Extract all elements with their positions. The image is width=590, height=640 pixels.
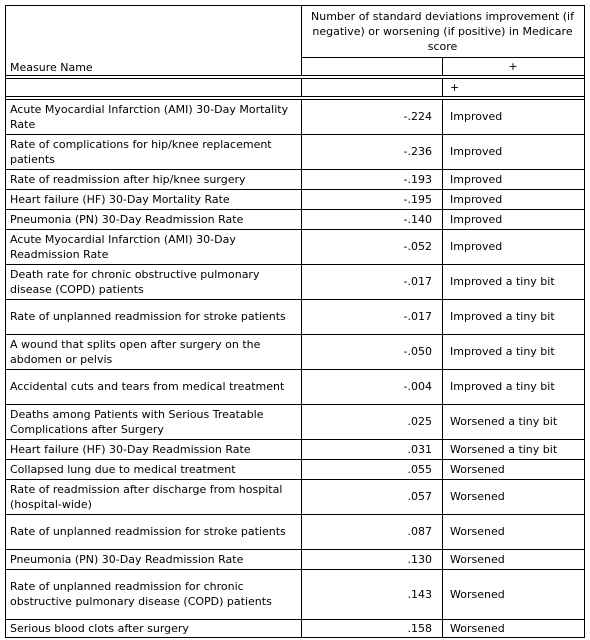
value-cell-text: -.224 [403, 110, 432, 123]
measure-name-cell [5, 169, 301, 189]
label-cell-text: Worsened [450, 525, 505, 538]
label-cell [442, 369, 584, 404]
separator-line [5, 96, 584, 97]
label-cell-text: Worsened [450, 490, 505, 503]
measure-name-cell-text: Pneumonia (PN) 30-Day Readmission Rate [10, 552, 244, 566]
measure-name-cell [5, 619, 301, 637]
label-cell [442, 514, 584, 549]
label-cell [442, 264, 584, 299]
label-cell-text: Worsened [450, 587, 505, 601]
row-divider [5, 479, 584, 480]
label-cell [442, 439, 584, 459]
label-cell [442, 334, 584, 369]
measure-name-cell [5, 549, 301, 569]
table-border [584, 5, 585, 638]
header-divider [442, 57, 443, 75]
value-cell [301, 334, 442, 369]
measure-name-cell-text: Accidental cuts and tears from medical treatment [10, 380, 285, 393]
value-cell [301, 169, 442, 189]
measure-name-cell-text: Pneumonia (PN) 30-Day Readmission Rate [10, 212, 244, 226]
value-cell-text: .130 [407, 552, 432, 566]
label-cell-text: Worsened [450, 621, 505, 635]
value-cell-text: -.236 [403, 145, 432, 158]
group-header-text: Number of standard deviations improvement (if negative) or worsening (if positive) in Medicare score [311, 9, 574, 53]
separator-line [5, 78, 584, 79]
row-divider [5, 459, 584, 460]
measure-name-cell-text: Rate of readmission after hip/knee surgery [10, 172, 246, 186]
measure-name-cell [5, 404, 301, 439]
value-cell [301, 99, 442, 134]
measure-name-cell [5, 264, 301, 299]
value-cell [301, 369, 442, 404]
measure-name-cell-text: Collapsed lung due to medical treatment [10, 462, 236, 476]
row-divider [5, 619, 584, 620]
value-cell [301, 209, 442, 229]
blank-row-mark [442, 78, 584, 96]
measure-name-cell [5, 334, 301, 369]
measure-name-cell-text: Acute Myocardial Infarction (AMI) 30-Day Mortality Rate [10, 102, 289, 131]
row-divider [5, 514, 584, 515]
label-cell-text: Improved a tiny bit [450, 380, 555, 393]
label-cell-text: Improved [450, 240, 503, 253]
value-cell [301, 459, 442, 479]
value-cell-text: .057 [407, 490, 432, 503]
label-cell-text: Worsened [450, 462, 505, 476]
value-cell-text: -.050 [403, 345, 432, 358]
label-cell-text: Improved [450, 212, 503, 226]
value-cell [301, 134, 442, 169]
row-divider [5, 264, 584, 265]
measure-name-cell-text: Deaths among Patients with Serious Treatable Complications after Surgery [10, 407, 264, 436]
label-cell [442, 299, 584, 334]
label-cell-text: Improved a tiny bit [450, 310, 555, 323]
value-cell [301, 229, 442, 264]
separator-line [442, 78, 443, 96]
label-cell-text: Improved a tiny bit [450, 345, 555, 358]
measure-name-cell [5, 479, 301, 514]
label-cell [442, 209, 584, 229]
label-cell-text: Worsened [450, 552, 505, 566]
measure-name-cell-text: Rate of complications for hip/knee replacement patients [10, 137, 272, 166]
measure-name-cell [5, 514, 301, 549]
measure-name-cell [5, 569, 301, 619]
label-cell [442, 459, 584, 479]
measure-name-cell-text: Heart failure (HF) 30-Day Readmission Rate [10, 442, 251, 456]
header-divider [301, 5, 302, 75]
label-cell-text: Improved a tiny bit [450, 275, 555, 288]
value-cell [301, 299, 442, 334]
measure-name-cell-text: Death rate for chronic obstructive pulmonary disease (COPD) patients [10, 267, 260, 296]
row-divider [5, 189, 584, 190]
label-cell [442, 619, 584, 637]
label-cell [442, 189, 584, 209]
measure-name-cell [5, 299, 301, 334]
row-divider [5, 229, 584, 230]
label-cell [442, 569, 584, 619]
label-cell [442, 479, 584, 514]
value-cell-text: .087 [407, 525, 432, 538]
measure-name-cell [5, 229, 301, 264]
value-cell-text: .158 [407, 621, 432, 635]
value-cell-text: -.140 [403, 212, 432, 226]
measure-name-cell [5, 459, 301, 479]
column-divider [301, 99, 302, 637]
value-cell [301, 569, 442, 619]
blank-row-mark-text: + [450, 80, 460, 94]
value-cell-text: .031 [407, 442, 432, 456]
table-border [5, 637, 585, 638]
value-cell-text: .055 [407, 462, 432, 476]
value-cell-text: .143 [407, 587, 432, 601]
row-divider [5, 134, 584, 135]
label-cell [442, 549, 584, 569]
label-cell [442, 134, 584, 169]
value-cell [301, 549, 442, 569]
value-cell-text: -.193 [403, 172, 432, 186]
value-cell [301, 189, 442, 209]
value-cell-text: .025 [407, 415, 432, 428]
measure-name-cell [5, 209, 301, 229]
measure-name-cell-text: Acute Myocardial Infarction (AMI) 30-Day Readmission Rate [10, 232, 236, 261]
label-cell [442, 169, 584, 189]
data-table [5, 5, 584, 637]
label-cell-text: Improved [450, 172, 503, 186]
label-cell [442, 99, 584, 134]
value-cell [301, 404, 442, 439]
value-cell [301, 619, 442, 637]
measure-name-cell-text: Rate of readmission after discharge from hospital (hospital-wide) [10, 482, 283, 511]
row-divider [5, 549, 584, 550]
label-cell-text: Improved [450, 192, 503, 206]
measure-name-cell [5, 134, 301, 169]
row-divider [5, 369, 584, 370]
group-header [301, 5, 584, 57]
label-cell-text: Improved [450, 110, 503, 123]
value-cell-text: -.004 [403, 380, 432, 393]
label-cell [442, 229, 584, 264]
row-divider [5, 334, 584, 335]
label-cell-text: Worsened a tiny bit [450, 442, 558, 456]
value-cell [301, 479, 442, 514]
row-divider [5, 569, 584, 570]
value-cell-text: -.052 [403, 240, 432, 253]
label-cell-text: Worsened a tiny bit [450, 415, 558, 428]
measure-name-cell [5, 369, 301, 404]
row-divider [5, 209, 584, 210]
table-border [5, 5, 585, 6]
measure-name-cell-text: Heart failure (HF) 30-Day Mortality Rate [10, 192, 230, 206]
value-cell-text: -.017 [403, 275, 432, 288]
label-cell [442, 404, 584, 439]
measure-name-cell-text: Rate of unplanned readmission for stroke patients [10, 525, 286, 538]
measure-name-cell-text: A wound that splits open after surgery on the abdomen or pelvis [10, 337, 261, 366]
measure-name-cell [5, 189, 301, 209]
measure-name-cell [5, 99, 301, 134]
row-divider [5, 439, 584, 440]
row-divider [5, 404, 584, 405]
sub-header-mark-text: + [508, 59, 518, 73]
sub-header-mark [442, 57, 584, 75]
value-cell [301, 439, 442, 459]
value-cell [301, 514, 442, 549]
value-cell-text: -.195 [403, 192, 432, 206]
label-cell-text: Improved [450, 145, 503, 158]
measure-name-header [5, 57, 301, 75]
separator-line [301, 78, 302, 96]
header-divider [5, 75, 584, 76]
value-cell [301, 264, 442, 299]
body-top-line [5, 99, 584, 100]
measure-name-header-text: Measure Name [10, 61, 93, 74]
measure-name-cell-text: Serious blood clots after surgery [10, 621, 189, 635]
row-divider [5, 299, 584, 300]
row-divider [5, 169, 584, 170]
measure-name-cell-text: Rate of unplanned readmission for stroke patients [10, 310, 286, 323]
measure-name-cell [5, 439, 301, 459]
measure-name-cell-text: Rate of unplanned readmission for chronic obstructive pulmonary disease (COPD) patients [10, 580, 272, 608]
column-divider [442, 99, 443, 637]
value-cell-text: -.017 [403, 310, 432, 323]
